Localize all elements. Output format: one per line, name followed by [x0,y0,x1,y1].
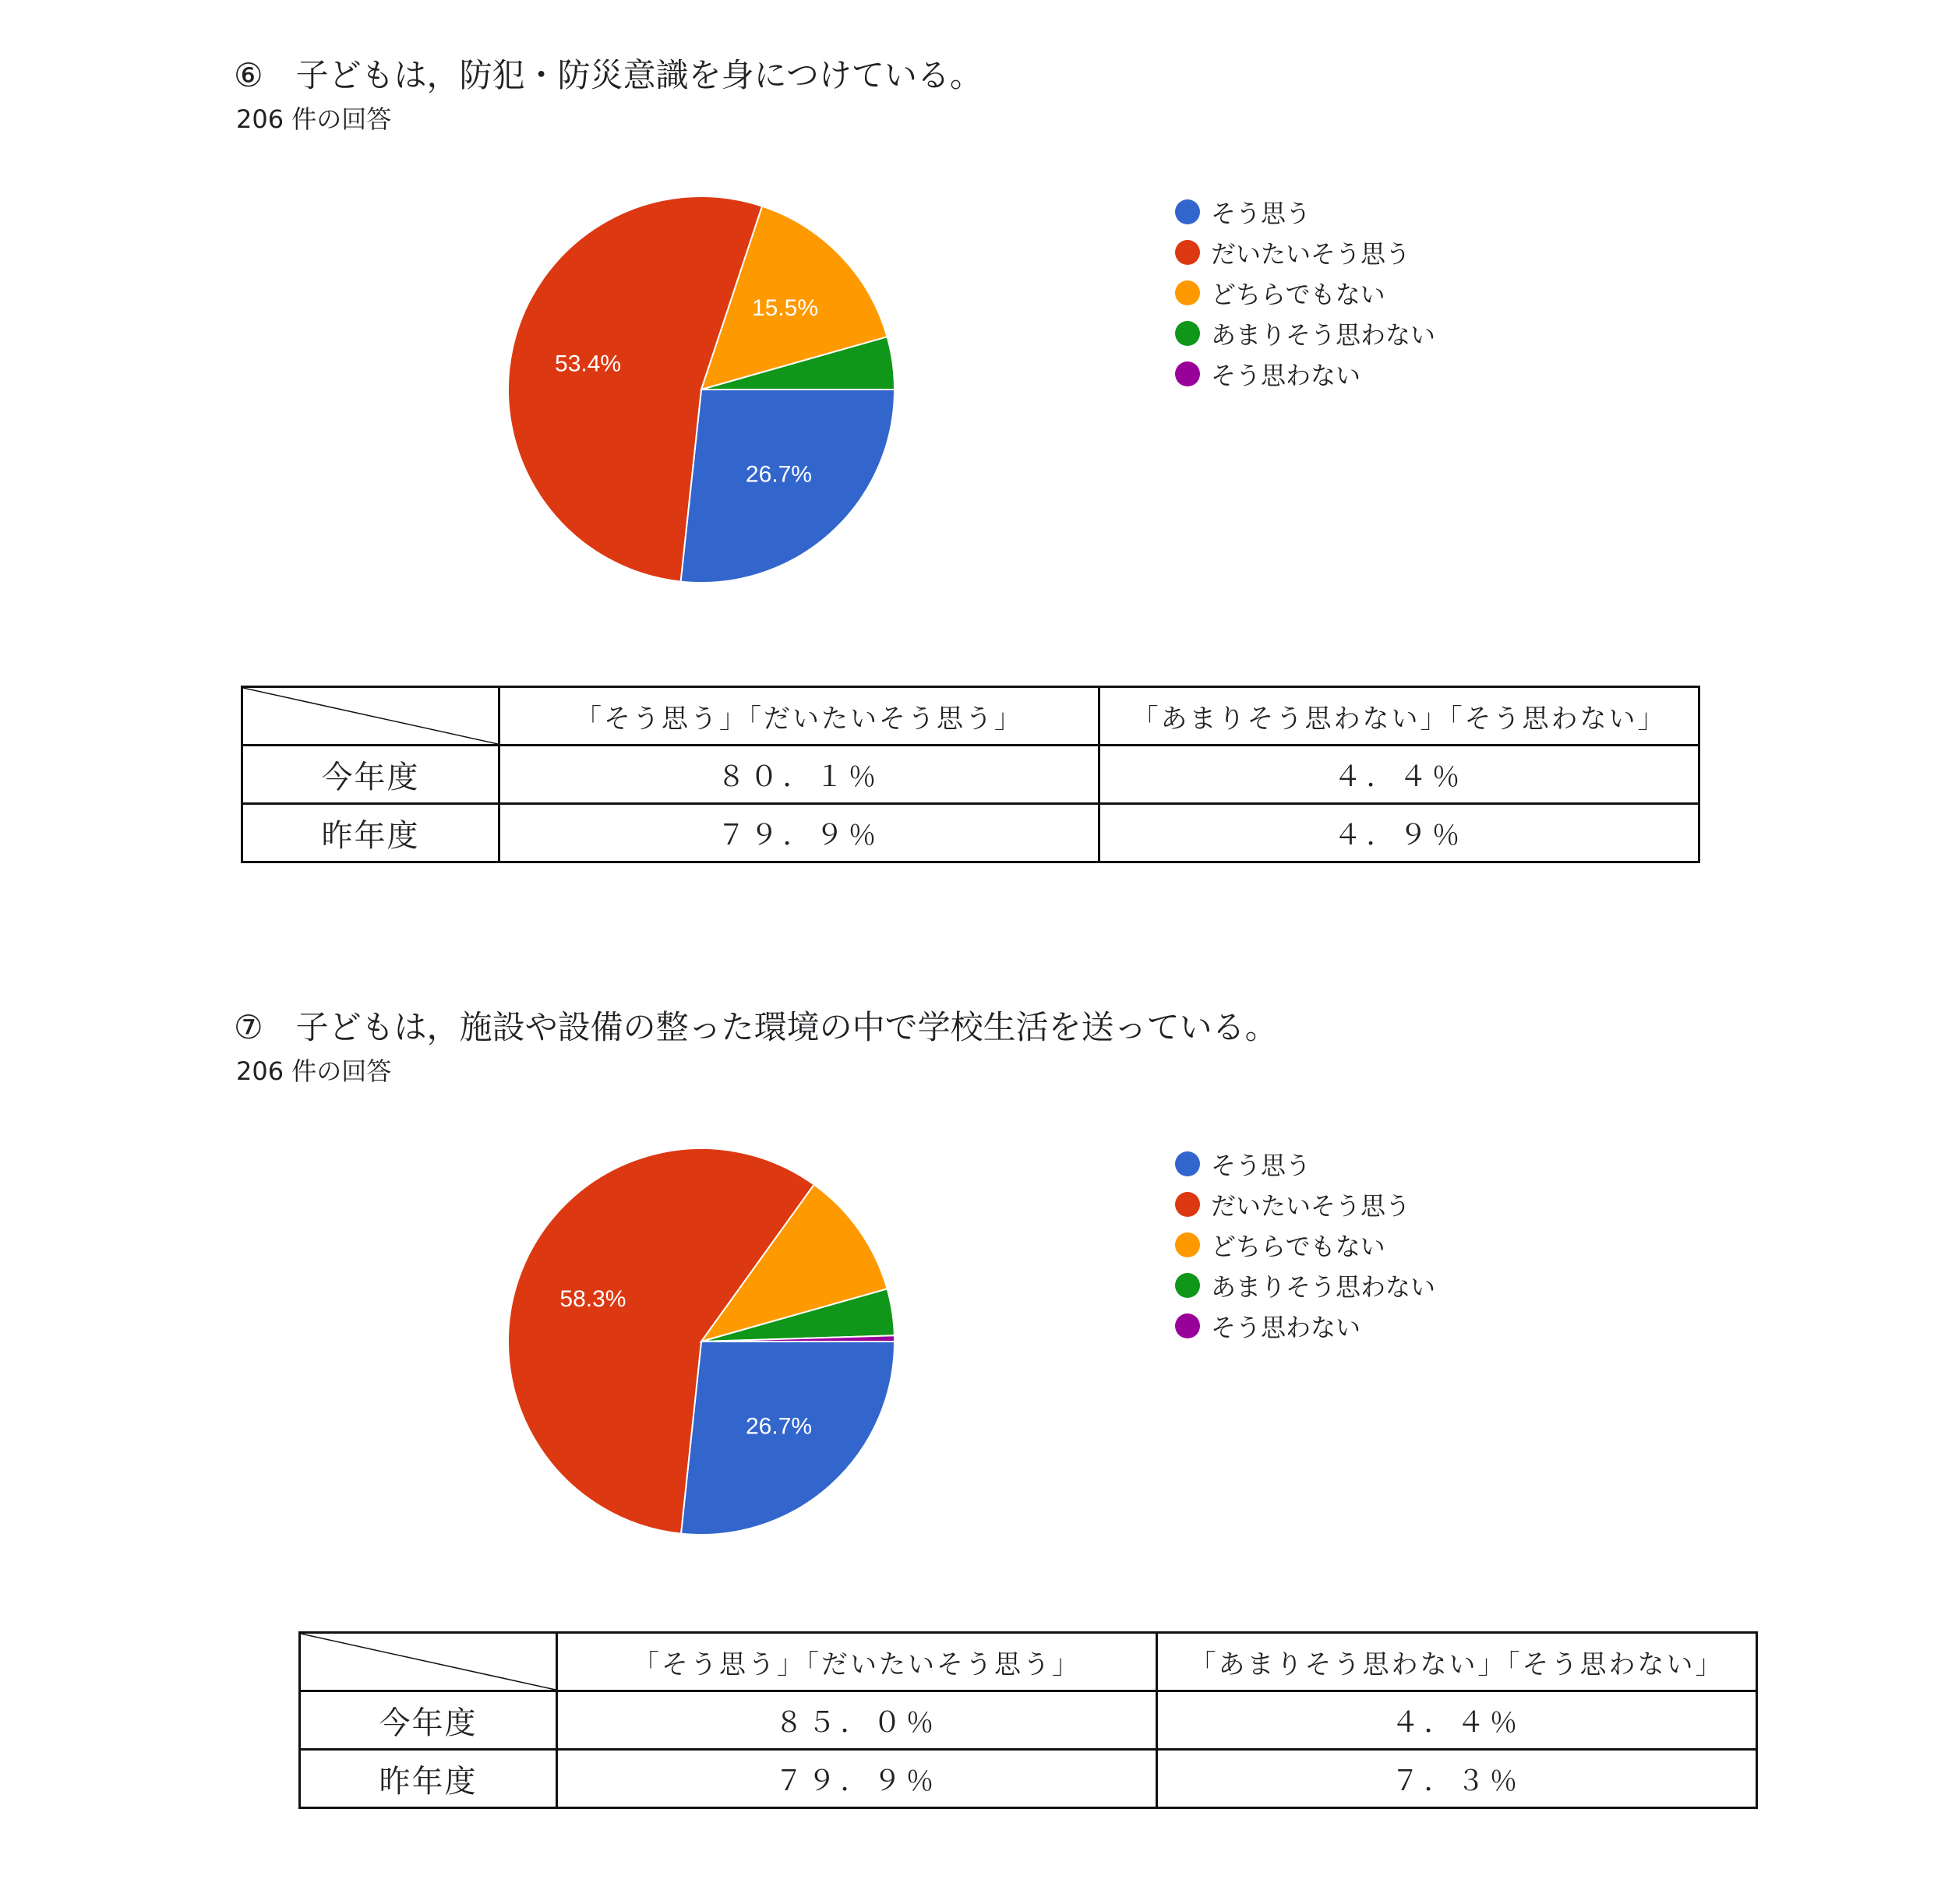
legend-item [1175,354,1435,394]
legend-swatch [1175,1192,1200,1217]
pie-data-label: 26.7% [746,1413,813,1440]
legend-label: そう思う [1211,199,1311,228]
row-header: 今年度 [300,1691,557,1750]
legend-label: あまりそう思わない [1211,320,1436,350]
table-corner-cell [242,687,499,746]
pie-chart [499,187,904,592]
legend-swatch [1175,1273,1200,1298]
chart-title: ⑦ 子どもは，施設や設備の整った環境の中で学校生活を送っている。 [234,1008,1278,1046]
table-cell: ４．４％ [1099,746,1699,804]
comparison-table [298,1631,1758,1809]
legend-swatch [1175,1232,1200,1257]
legend-swatch [1175,240,1200,265]
legend-swatch [1175,280,1200,305]
column-header: 「あまりそう思わない」「そう思わない」 [1099,687,1699,746]
legend-label: そう思う [1211,1151,1311,1180]
legend-swatch [1175,1151,1200,1176]
response-count: 206 件の回答 [236,104,392,134]
legend-item [1175,1306,1435,1346]
legend-swatch [1175,361,1200,386]
chart-title: ⑥ 子どもは，防犯・防災意識を身につけている。 [234,56,983,94]
table-row [242,746,1699,804]
legend-label: そう思わない [1211,1313,1361,1342]
legend-label: どちらでもない [1211,1232,1385,1261]
legend-swatch [1175,321,1200,346]
table-cell: ８０．１％ [499,746,1099,804]
legend-item [1175,273,1435,313]
column-header: 「そう思う」「だいたいそう思う」 [499,687,1099,746]
comparison-table [241,686,1700,863]
pie-data-label: 26.7% [745,461,812,488]
table-cell: ８５．０％ [557,1691,1157,1750]
table-row [242,804,1699,862]
legend-swatch [1175,199,1200,224]
row-header: 今年度 [242,746,499,804]
table-row [300,1750,1757,1808]
legend-label: どちらでもない [1211,280,1385,309]
legend-item [1175,1225,1435,1265]
response-count: 206 件の回答 [236,1056,392,1086]
legend-item [1175,1265,1435,1306]
table-cell: ７９．９％ [499,804,1099,862]
table-corner-cell [300,1633,557,1691]
row-header: 昨年度 [242,804,499,862]
legend-item [1175,313,1435,354]
pie-data-label: 15.5% [751,295,819,322]
legend-label: そう思わない [1211,361,1361,390]
legend-item [1175,1144,1435,1184]
chart-legend [1175,192,1435,394]
pie-chart [499,1139,904,1544]
chart-legend [1175,1144,1435,1346]
table-cell: ４．９％ [1099,804,1699,862]
legend-label: だいたいそう思う [1211,239,1411,269]
table-cell: ７９．９％ [557,1750,1157,1808]
legend-item [1175,192,1435,232]
legend-label: あまりそう思わない [1211,1272,1436,1302]
pie-data-label: 53.4% [555,351,622,377]
legend-label: だいたいそう思う [1211,1191,1411,1221]
legend-swatch [1175,1313,1200,1338]
legend-item [1175,232,1435,273]
column-header: 「そう思う」「だいたいそう思う」 [557,1633,1157,1691]
table-cell: ７．３％ [1157,1750,1757,1808]
table-cell: ４．４％ [1157,1691,1757,1750]
column-header: 「あまりそう思わない」「そう思わない」 [1157,1633,1757,1691]
table-row [300,1691,1757,1750]
row-header: 昨年度 [300,1750,557,1808]
pie-data-label: 58.3% [559,1285,626,1312]
legend-item [1175,1184,1435,1225]
